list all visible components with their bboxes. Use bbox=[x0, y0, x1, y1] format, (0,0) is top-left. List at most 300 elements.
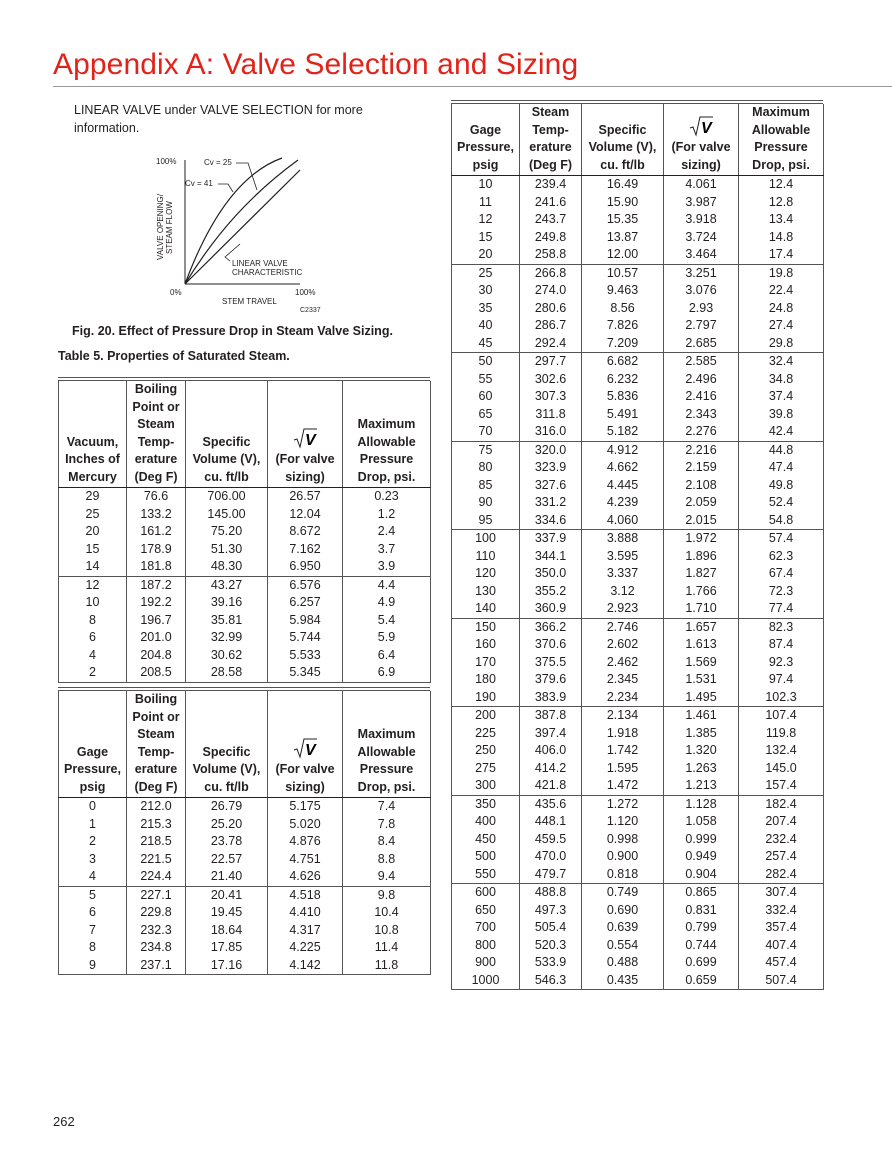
table-cell: 9.463 bbox=[582, 282, 664, 300]
table-cell: 10.57 bbox=[582, 264, 664, 282]
table-cell: 0.799 bbox=[664, 919, 739, 937]
table-row bbox=[59, 523, 431, 541]
table-cell: 57.4 bbox=[739, 530, 824, 548]
x-axis-title: STEM TRAVEL bbox=[222, 297, 277, 306]
table-cell: 47.4 bbox=[739, 459, 824, 477]
table-cell: 13.87 bbox=[582, 229, 664, 247]
table-row bbox=[452, 335, 824, 353]
table-row bbox=[59, 647, 431, 665]
table-row bbox=[59, 816, 431, 834]
table-cell: 30 bbox=[452, 282, 520, 300]
table-row bbox=[452, 760, 824, 778]
table-cell: 15 bbox=[59, 541, 127, 559]
table-cell: 4.518 bbox=[268, 886, 343, 904]
table-cell: 29.8 bbox=[739, 335, 824, 353]
table-cell: 12.8 bbox=[739, 194, 824, 212]
table-cell: 140 bbox=[452, 600, 520, 618]
table-cell: 387.8 bbox=[520, 707, 582, 725]
table-cell: 375.5 bbox=[520, 654, 582, 672]
table-row bbox=[452, 813, 824, 831]
table-row bbox=[59, 612, 431, 630]
table-cell: 3.724 bbox=[664, 229, 739, 247]
table-cell: 400 bbox=[452, 813, 520, 831]
table-row bbox=[59, 922, 431, 940]
table-cell: 0 bbox=[59, 798, 127, 816]
table-cell: 546.3 bbox=[520, 972, 582, 990]
page-title: Appendix A: Valve Selection and Sizing bbox=[53, 48, 579, 81]
table-cell: 421.8 bbox=[520, 777, 582, 795]
table-cell: 110 bbox=[452, 548, 520, 566]
table-cell: 15.35 bbox=[582, 211, 664, 229]
figure-caption: Fig. 20. Effect of Pressure Drop in Steam Valve Sizing. bbox=[72, 324, 393, 338]
table-cell: 39.8 bbox=[739, 406, 824, 424]
table-cell: 12 bbox=[59, 576, 127, 594]
table-cell: 1.972 bbox=[664, 530, 739, 548]
table-cell: 280.6 bbox=[520, 300, 582, 318]
table-cell: 12.00 bbox=[582, 246, 664, 264]
table-cell: 6.682 bbox=[582, 353, 664, 371]
table-cell: 22.4 bbox=[739, 282, 824, 300]
table-cell: 4.410 bbox=[268, 904, 343, 922]
table-row bbox=[59, 886, 431, 904]
table-cell: 448.1 bbox=[520, 813, 582, 831]
table-cell: 215.3 bbox=[127, 816, 186, 834]
table-cell: 344.1 bbox=[520, 548, 582, 566]
table-cell: 82.3 bbox=[739, 618, 824, 636]
table-cell: 0.818 bbox=[582, 866, 664, 884]
table-cell: 2.585 bbox=[664, 353, 739, 371]
table-cell: 3.251 bbox=[664, 264, 739, 282]
table-cell: 1.657 bbox=[664, 618, 739, 636]
table-cell: 1.569 bbox=[664, 654, 739, 672]
vacuum-table bbox=[58, 381, 431, 683]
table-cell: 4.061 bbox=[664, 176, 739, 194]
table-cell: 1.320 bbox=[664, 742, 739, 760]
table-cell: 234.8 bbox=[127, 939, 186, 957]
table-cell: 50 bbox=[452, 353, 520, 371]
table-cell: 160 bbox=[452, 636, 520, 654]
table-cell: 22.57 bbox=[186, 851, 268, 869]
table-cell: 4.912 bbox=[582, 441, 664, 459]
column-header: Boiling Point or Steam Temp- erature (Deg F) bbox=[127, 381, 186, 488]
table-cell: 4 bbox=[59, 647, 127, 665]
table-cell: 0.900 bbox=[582, 848, 664, 866]
table-cell: 1.742 bbox=[582, 742, 664, 760]
table-cell: 2.93 bbox=[664, 300, 739, 318]
table-cell: 201.0 bbox=[127, 629, 186, 647]
table-row bbox=[452, 406, 824, 424]
table-cell: 60 bbox=[452, 388, 520, 406]
column-header: V (For valve sizing) bbox=[268, 381, 343, 488]
table-cell: 3.7 bbox=[343, 541, 431, 559]
column-header: Specific Volume (V), cu. ft/lb bbox=[186, 691, 268, 798]
table-row bbox=[59, 957, 431, 975]
gage-table-large bbox=[451, 104, 824, 990]
table-cell: 145.00 bbox=[186, 506, 268, 524]
table-cell: 8.8 bbox=[343, 851, 431, 869]
table-cell: 1.120 bbox=[582, 813, 664, 831]
table-cell: 706.00 bbox=[186, 488, 268, 506]
column-header: Maximum Allowable Pressure Drop, psi. bbox=[343, 691, 431, 798]
table-cell: 120 bbox=[452, 565, 520, 583]
column-header: Gage Pressure, psig bbox=[59, 691, 127, 798]
table-row bbox=[452, 317, 824, 335]
table-row bbox=[59, 558, 431, 576]
table-cell: 7.8 bbox=[343, 816, 431, 834]
table-cell: 190 bbox=[452, 689, 520, 707]
table-cell: 2.059 bbox=[664, 494, 739, 512]
table-row bbox=[59, 833, 431, 851]
table-cell: 2.345 bbox=[582, 671, 664, 689]
table-cell: 2.496 bbox=[664, 371, 739, 389]
table-cell: 130 bbox=[452, 583, 520, 601]
table-cell: 1.710 bbox=[664, 600, 739, 618]
table-cell: 9 bbox=[59, 957, 127, 975]
table-row bbox=[452, 954, 824, 972]
table-cell: 3.464 bbox=[664, 246, 739, 264]
table-cell: 11.4 bbox=[343, 939, 431, 957]
table-cell: 650 bbox=[452, 902, 520, 920]
table-cell: 232.4 bbox=[739, 831, 824, 849]
table-cell: 6 bbox=[59, 629, 127, 647]
table-cell: 204.8 bbox=[127, 647, 186, 665]
table-row bbox=[452, 176, 824, 194]
table-cell: 43.27 bbox=[186, 576, 268, 594]
table-cell: 5.175 bbox=[268, 798, 343, 816]
table-cell: 316.0 bbox=[520, 423, 582, 441]
table-cell: 237.1 bbox=[127, 957, 186, 975]
table-cell: 51.30 bbox=[186, 541, 268, 559]
table-row bbox=[59, 629, 431, 647]
table-cell: 6.9 bbox=[343, 664, 431, 682]
table-cell: 218.5 bbox=[127, 833, 186, 851]
table-cell: 92.3 bbox=[739, 654, 824, 672]
table-cell: 207.4 bbox=[739, 813, 824, 831]
table-cell: 900 bbox=[452, 954, 520, 972]
table-cell: 182.4 bbox=[739, 795, 824, 813]
table-cell: 13.4 bbox=[739, 211, 824, 229]
table-cell: 2.602 bbox=[582, 636, 664, 654]
column-header: Specific Volume (V), cu. ft/lb bbox=[582, 104, 664, 176]
table-cell: 457.4 bbox=[739, 954, 824, 972]
table-cell: 297.7 bbox=[520, 353, 582, 371]
table-cell: 35.81 bbox=[186, 612, 268, 630]
table-row bbox=[452, 423, 824, 441]
table-cell: 3.076 bbox=[664, 282, 739, 300]
table-cell: 2.108 bbox=[664, 477, 739, 495]
table-cell: 17.85 bbox=[186, 939, 268, 957]
table-cell: 4.225 bbox=[268, 939, 343, 957]
table-cell: 2.159 bbox=[664, 459, 739, 477]
table-cell: 19.8 bbox=[739, 264, 824, 282]
table-cell: 397.4 bbox=[520, 725, 582, 743]
table-cell: 2.216 bbox=[664, 441, 739, 459]
table-cell: 1.918 bbox=[582, 725, 664, 743]
table-cell: 302.6 bbox=[520, 371, 582, 389]
table-cell: 107.4 bbox=[739, 707, 824, 725]
table-row bbox=[452, 707, 824, 725]
table-cell: 12.04 bbox=[268, 506, 343, 524]
table-row bbox=[452, 831, 824, 849]
table-cell: 0.435 bbox=[582, 972, 664, 990]
table-cell: 20.41 bbox=[186, 886, 268, 904]
table-cell: 14.8 bbox=[739, 229, 824, 247]
table-cell: 243.7 bbox=[520, 211, 582, 229]
table-cell: 30.62 bbox=[186, 647, 268, 665]
table-cell: 221.5 bbox=[127, 851, 186, 869]
table-cell: 6.950 bbox=[268, 558, 343, 576]
table-cell: 3.595 bbox=[582, 548, 664, 566]
table-cell: 1 bbox=[59, 816, 127, 834]
table-row bbox=[452, 583, 824, 601]
linear-label-2: CHARACTERISTIC bbox=[232, 268, 303, 277]
table-cell: 0.488 bbox=[582, 954, 664, 972]
table-cell: 249.8 bbox=[520, 229, 582, 247]
table-cell: 0.744 bbox=[664, 937, 739, 955]
table-row bbox=[59, 576, 431, 594]
table-cell: 0.904 bbox=[664, 866, 739, 884]
table-cell: 32.4 bbox=[739, 353, 824, 371]
table-caption: Table 5. Properties of Saturated Steam. bbox=[58, 349, 290, 363]
table-row bbox=[452, 725, 824, 743]
table-cell: 7.4 bbox=[343, 798, 431, 816]
x-end-label: 100% bbox=[295, 288, 316, 297]
table-cell: 1.058 bbox=[664, 813, 739, 831]
table-cell: 150 bbox=[452, 618, 520, 636]
table-cell: 25.20 bbox=[186, 816, 268, 834]
table-cell: 0.998 bbox=[582, 831, 664, 849]
title-rule bbox=[53, 86, 892, 87]
table-cell: 5 bbox=[59, 886, 127, 904]
table-cell: 1.495 bbox=[664, 689, 739, 707]
table-cell: 26.79 bbox=[186, 798, 268, 816]
table-cell: 2.4 bbox=[343, 523, 431, 541]
table-cell: 10 bbox=[59, 594, 127, 612]
cv41-label: Cv = 41 bbox=[185, 179, 213, 188]
table-cell: 470.0 bbox=[520, 848, 582, 866]
table-cell: 407.4 bbox=[739, 937, 824, 955]
steam-valve-figure bbox=[150, 150, 340, 320]
table-cell: 200 bbox=[452, 707, 520, 725]
table-cell: 35 bbox=[452, 300, 520, 318]
table-row bbox=[452, 919, 824, 937]
table-cell: 266.8 bbox=[520, 264, 582, 282]
table-cell: 323.9 bbox=[520, 459, 582, 477]
svg-text:V: V bbox=[305, 742, 316, 759]
table-cell: 161.2 bbox=[127, 523, 186, 541]
table-cell: 212.0 bbox=[127, 798, 186, 816]
table-cell: 337.9 bbox=[520, 530, 582, 548]
table-cell: 0.999 bbox=[664, 831, 739, 849]
table-cell: 37.4 bbox=[739, 388, 824, 406]
table-row bbox=[452, 371, 824, 389]
table-row bbox=[452, 972, 824, 990]
table-row bbox=[452, 548, 824, 566]
table-cell: 90 bbox=[452, 494, 520, 512]
table-cell: 357.4 bbox=[739, 919, 824, 937]
table-cell: 292.4 bbox=[520, 335, 582, 353]
table-row bbox=[452, 884, 824, 902]
table-cell: 350 bbox=[452, 795, 520, 813]
table-cell: 0.699 bbox=[664, 954, 739, 972]
table-cell: 8.672 bbox=[268, 523, 343, 541]
column-header: V (For valve sizing) bbox=[268, 691, 343, 798]
table-cell: 196.7 bbox=[127, 612, 186, 630]
table-cell: 5.491 bbox=[582, 406, 664, 424]
table-cell: 3.9 bbox=[343, 558, 431, 576]
table-row bbox=[452, 246, 824, 264]
column-header: Maximum Allowable Pressure Drop, psi. bbox=[739, 104, 824, 176]
table-cell: 2.234 bbox=[582, 689, 664, 707]
page-number: 262 bbox=[53, 1114, 75, 1129]
table-cell: 331.2 bbox=[520, 494, 582, 512]
table-cell: 1.213 bbox=[664, 777, 739, 795]
table-cell: 23.78 bbox=[186, 833, 268, 851]
table-row bbox=[452, 795, 824, 813]
table-row bbox=[452, 742, 824, 760]
table-row bbox=[59, 868, 431, 886]
cv25-label: Cv = 25 bbox=[204, 158, 232, 167]
table-cell: 5.744 bbox=[268, 629, 343, 647]
table-cell: 2.276 bbox=[664, 423, 739, 441]
table-row bbox=[452, 300, 824, 318]
table-cell: 39.16 bbox=[186, 594, 268, 612]
cv41-leader bbox=[218, 184, 233, 192]
table-cell: 187.2 bbox=[127, 576, 186, 594]
table-cell: 274.0 bbox=[520, 282, 582, 300]
table-cell: 42.4 bbox=[739, 423, 824, 441]
table-cell: 239.4 bbox=[520, 176, 582, 194]
table-cell: 1.2 bbox=[343, 506, 431, 524]
table-row bbox=[452, 388, 824, 406]
column-header: V (For valve sizing) bbox=[664, 104, 739, 176]
table-cell: 8 bbox=[59, 939, 127, 957]
table-cell: 75.20 bbox=[186, 523, 268, 541]
table-row bbox=[59, 488, 431, 506]
table-cell: 5.4 bbox=[343, 612, 431, 630]
table-cell: 800 bbox=[452, 937, 520, 955]
table-cell: 1.531 bbox=[664, 671, 739, 689]
table-cell: 300 bbox=[452, 777, 520, 795]
table-cell: 11 bbox=[452, 194, 520, 212]
table-cell: 0.749 bbox=[582, 884, 664, 902]
table-row bbox=[452, 194, 824, 212]
table-row bbox=[452, 937, 824, 955]
table-cell: 157.4 bbox=[739, 777, 824, 795]
table-cell: 5.9 bbox=[343, 629, 431, 647]
table-cell: 379.6 bbox=[520, 671, 582, 689]
table-cell: 5.345 bbox=[268, 664, 343, 682]
table-cell: 6 bbox=[59, 904, 127, 922]
table-cell: 7 bbox=[59, 922, 127, 940]
table-cell: 258.8 bbox=[520, 246, 582, 264]
table-cell: 355.2 bbox=[520, 583, 582, 601]
table-cell: 192.2 bbox=[127, 594, 186, 612]
table-cell: 5.533 bbox=[268, 647, 343, 665]
table-cell: 1.766 bbox=[664, 583, 739, 601]
table-cell: 0.659 bbox=[664, 972, 739, 990]
table-cell: 7.209 bbox=[582, 335, 664, 353]
sqrt-v-symbol bbox=[687, 115, 715, 137]
table-cell: 1.827 bbox=[664, 565, 739, 583]
table-cell: 2.462 bbox=[582, 654, 664, 672]
sqrt-v-symbol bbox=[291, 427, 319, 449]
figure-code: C2337 bbox=[300, 307, 321, 314]
table-cell: 52.4 bbox=[739, 494, 824, 512]
cv25-leader bbox=[236, 163, 257, 190]
table-cell: 9.4 bbox=[343, 868, 431, 886]
table-cell: 10 bbox=[452, 176, 520, 194]
table-cell: 21.40 bbox=[186, 868, 268, 886]
table-cell: 500 bbox=[452, 848, 520, 866]
table-cell: 178.9 bbox=[127, 541, 186, 559]
table-cell: 1.896 bbox=[664, 548, 739, 566]
table-row bbox=[59, 541, 431, 559]
table-cell: 414.2 bbox=[520, 760, 582, 778]
table-cell: 29 bbox=[59, 488, 127, 506]
table-cell: 3.918 bbox=[664, 211, 739, 229]
table-cell: 2.746 bbox=[582, 618, 664, 636]
table-cell: 4.445 bbox=[582, 477, 664, 495]
table-cell: 2.343 bbox=[664, 406, 739, 424]
table-cell: 27.4 bbox=[739, 317, 824, 335]
table-cell: 133.2 bbox=[127, 506, 186, 524]
table-cell: 3.12 bbox=[582, 583, 664, 601]
table-cell: 12 bbox=[452, 211, 520, 229]
table-row bbox=[452, 689, 824, 707]
table-cell: 383.9 bbox=[520, 689, 582, 707]
table-row bbox=[452, 777, 824, 795]
table-row bbox=[59, 798, 431, 816]
table-cell: 20 bbox=[59, 523, 127, 541]
table-cell: 6.576 bbox=[268, 576, 343, 594]
table-cell: 250 bbox=[452, 742, 520, 760]
table-cell: 600 bbox=[452, 884, 520, 902]
table-cell: 311.8 bbox=[520, 406, 582, 424]
linear-label-1: LINEAR VALVE bbox=[232, 259, 288, 268]
table-cell: 2.797 bbox=[664, 317, 739, 335]
table-cell: 8 bbox=[59, 612, 127, 630]
y-axis-title-2: STEAM FLOW bbox=[165, 201, 174, 254]
table-cell: 26.57 bbox=[268, 488, 343, 506]
table-cell: 257.4 bbox=[739, 848, 824, 866]
table-cell: 6.4 bbox=[343, 647, 431, 665]
table-row bbox=[452, 494, 824, 512]
gage-table-small bbox=[58, 691, 431, 975]
table-cell: 700 bbox=[452, 919, 520, 937]
intro-text: LINEAR VALVE under VALVE SELECTION for more information. bbox=[74, 103, 363, 135]
table-cell: 87.4 bbox=[739, 636, 824, 654]
table-row bbox=[452, 618, 824, 636]
table-cell: 332.4 bbox=[739, 902, 824, 920]
table-row bbox=[452, 600, 824, 618]
table-cell: 72.3 bbox=[739, 583, 824, 601]
table-cell: 3.337 bbox=[582, 565, 664, 583]
table-cell: 97.4 bbox=[739, 671, 824, 689]
table-row bbox=[452, 229, 824, 247]
table-cell: 85 bbox=[452, 477, 520, 495]
column-header: Steam Temp- erature (Deg F) bbox=[520, 104, 582, 176]
table-cell: 17.4 bbox=[739, 246, 824, 264]
table-cell: 28.58 bbox=[186, 664, 268, 682]
table-cell: 76.6 bbox=[127, 488, 186, 506]
table-cell: 9.8 bbox=[343, 886, 431, 904]
column-header: Vacuum, Inches of Mercury bbox=[59, 381, 127, 488]
table-cell: 5.984 bbox=[268, 612, 343, 630]
table-cell: 54.8 bbox=[739, 512, 824, 530]
table-row bbox=[452, 530, 824, 548]
table-cell: 24.8 bbox=[739, 300, 824, 318]
